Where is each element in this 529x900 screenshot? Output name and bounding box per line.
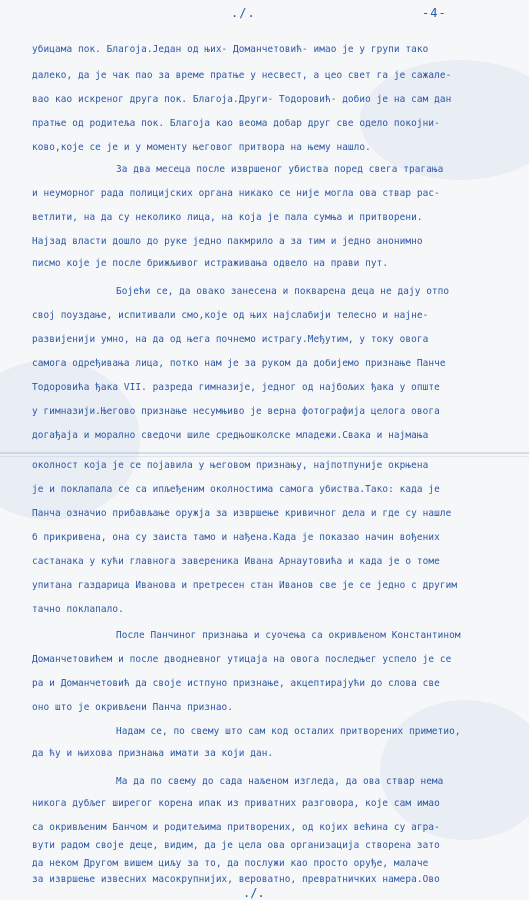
text-line: никога дубљег ширегог корена ипак из приватних разговора, које сам имао — [32, 798, 440, 809]
text-line: Панча означио прибављање оружја за извршење кривичног дела и где су нашле — [32, 508, 452, 519]
text-line: далеко, да је чак пао за време пратње у несвест, а цео свет га је сажале- — [32, 70, 452, 81]
text-line: и неуморног рада полицијских органа никако се није могла ова ствар рас- — [32, 188, 440, 199]
text-line: свој поуздање, испитивали смо,које од њих најслабији телесно и најне- — [32, 310, 429, 321]
text-line: ветлити, на да су неколико лица, на која је пала сумња и притворени. — [32, 212, 423, 223]
text-line: Бојећи се, да овако занесена и покварена деца не дају отпо — [116, 286, 450, 297]
text-line: у гимназији.Његово признање несумњиво је верна фотографија целога овога — [32, 406, 440, 417]
text-line: Ма да по свему до сада наљеном изгледа, да ова ствар нема — [116, 776, 444, 787]
text-line: развијенији умно, на да од њега почнемо истрагу.Међутим, у току овога — [32, 334, 429, 345]
text-line: убицама пок. Благоја.Један од њих- Доманчетовић- имао је у групи тако — [32, 44, 429, 55]
text-line: је и поклапала се са ипљеђеним околностима самога убиства.Тако: када је — [32, 484, 440, 495]
text-line: да неком Другом вишем циљу за то, да послужи као просто оруђе, малаче — [32, 858, 429, 869]
text-line: ра и Доманчетовић да своје истпуно признање, акцептирајући до слова све — [32, 678, 440, 689]
text-line: ково,које се је и у моменту његовог притвора на њему нашло. — [32, 142, 371, 153]
page-number: -4- — [422, 6, 447, 20]
text-line: Доманчетовићем и после дводневног утицаја на овога последњег успело је се — [32, 654, 452, 665]
text-line: Надам се, по свему што сам код осталих притворених приметио, — [116, 726, 461, 737]
text-line: пратње од родитеља пок. Благоја као веома добар друг све одело покојни- — [32, 118, 440, 129]
paper-fold — [0, 452, 529, 454]
text-line: састанака у кући главнога завереника Ивана Арнаутовића и када је о томе — [32, 556, 440, 567]
text-line: За два месеца после извршеног убиства поред свега трагања — [116, 164, 444, 175]
text-line: оно што је окривљени Панча признао. — [32, 702, 234, 713]
text-line: б прикривена, она су заиста тамо и нађена.Када је показао начин вођених — [32, 532, 440, 543]
paper-stain — [380, 700, 529, 840]
text-line: самога одређивања лица, потко нам је за руком да добијемо признање Панче — [32, 358, 446, 369]
text-line: за извршење извесних масокрупнијих, вероватно, превратничких намера.Ово — [32, 874, 440, 885]
text-line: да ћу и њихова признања имати за који дан. — [32, 748, 274, 759]
paper-fold — [0, 456, 529, 457]
header-left-mark: ./. — [231, 6, 256, 20]
text-line: догађаја и морално сведочи шиле средњошколске младежи.Свака и најмања — [32, 430, 429, 441]
text-line: вао као искреног друга пок. Благоја.Други- Тодоровић- добио је на сам дан — [32, 94, 452, 105]
text-line: писмо које је после брижљивог истраживања одвело на прави пут. — [32, 258, 389, 269]
text-line: околност која је се појавила у његовом признању, најпотпуније окрњена — [32, 460, 429, 471]
text-line: са окривљеним Банчом и родитељима притворених, од којих већина су агра- — [32, 822, 440, 833]
text-line: После Панчиног признања и суочења са окривљеном Константином — [116, 630, 461, 641]
text-line: Најзад власти дошло до руке једно пакмрило а за тим и једно анонимно — [32, 236, 423, 247]
text-line: вути радом своје деце, видим, да је цела ова организација створена зато — [32, 840, 440, 851]
text-line: Тодоровића ђака VII. разреда гимназије, једног од најбољих ђака у опште — [32, 382, 440, 393]
text-line: тачно поклапало. — [32, 604, 124, 615]
footer-mark: ./. — [243, 886, 265, 900]
text-line: упитана газдарица Иванова и претресен стан Иванов све је се једно с другим — [32, 580, 458, 591]
